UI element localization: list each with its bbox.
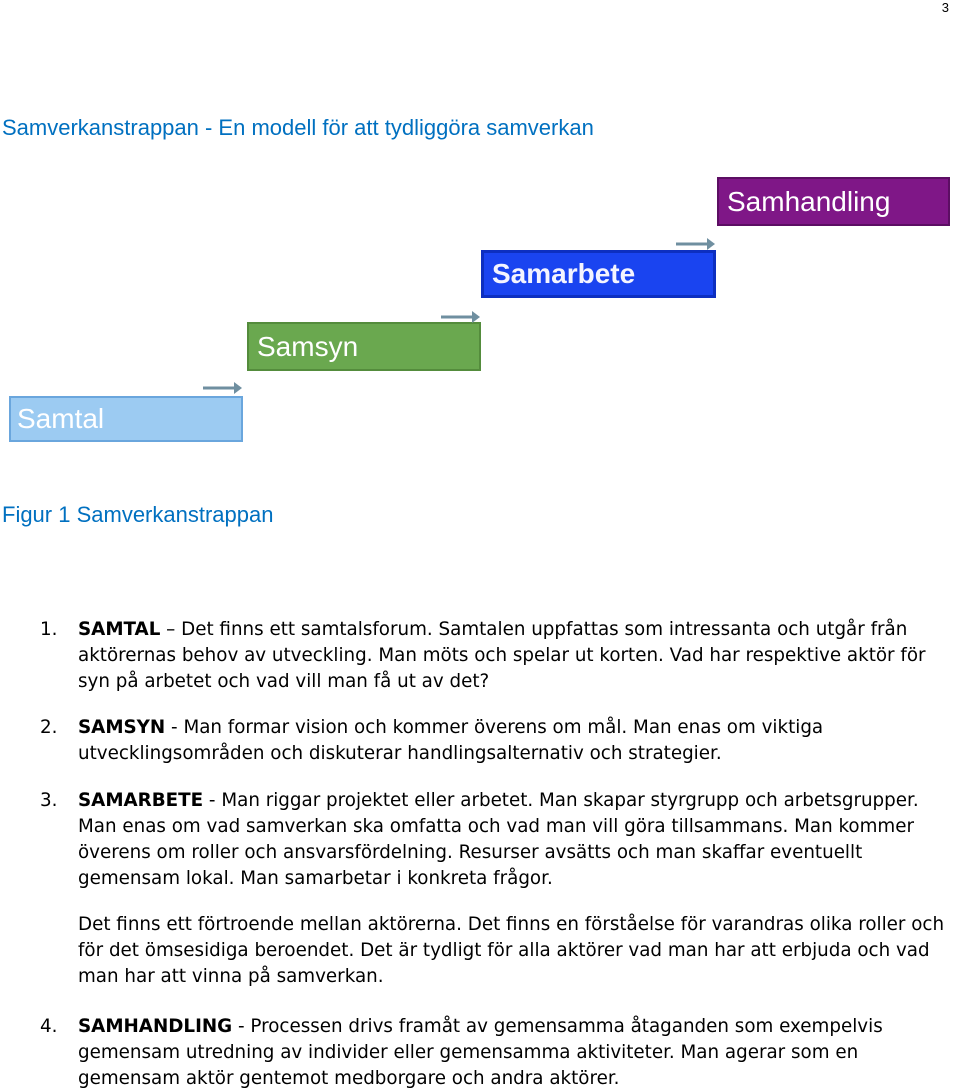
list-item-text: - Man formar vision och kommer överens om mål. Man enas om viktiga utvecklingsområden och diskuterar handlingsalternativ och strategier. xyxy=(78,717,824,764)
figure-caption: Figur 1 Samverkanstrappan xyxy=(2,502,274,527)
list-item-keyword: SAMSYN xyxy=(78,717,166,738)
list-item-content xyxy=(78,715,948,767)
page-heading: Samverkanstrappan - En modell för att tydliggöra samverkan xyxy=(2,115,594,140)
arrow-right-icon xyxy=(203,380,243,396)
step-samsyn-label: Samsyn xyxy=(257,330,359,362)
list-item-number: 4. xyxy=(40,1016,58,1037)
list-item-keyword: SAMTAL xyxy=(78,619,161,640)
step-samtal-label: Samtal xyxy=(17,403,105,434)
step-samarbete-label: Samarbete xyxy=(492,258,636,289)
list-item-content xyxy=(78,617,948,695)
step-samtal xyxy=(9,396,243,442)
list-item-number: 1. xyxy=(40,619,58,640)
step-samhandling-label: Samhandling xyxy=(727,185,891,217)
list-item-text: - Man riggar projektet eller arbetet. Man skapar styrgrupp och arbetsgrupper. Man enas om vad samverkan ska omfatta och vad man vill göra tillsammans. Man kommer överens om roller och ansvarsfördelning. Resurser avsätts och man skaffar eventuellt gemensam lokal. Man samarbetar i konkreta frågor. xyxy=(78,790,919,889)
list-item-number: 3. xyxy=(40,790,58,811)
list-item-keyword: SAMHANDLING xyxy=(78,1016,233,1037)
list-item-content xyxy=(78,1014,948,1092)
page-number: 3 xyxy=(941,0,949,15)
arrow-right-icon xyxy=(676,236,716,252)
list-item-number: 2. xyxy=(40,717,58,738)
arrow-right-icon xyxy=(441,309,481,325)
list-item-keyword: SAMARBETE xyxy=(78,790,204,811)
step-samarbete xyxy=(481,250,716,298)
list-item-paragraph: Det finns ett förtroende mellan aktörerna. Det finns en förståelse för varandras olika roller och för det ömsesidiga beroendet. Det är tydligt för alla aktörer vad man har att erbjuda och vad man har att vinna på samverkan. xyxy=(78,914,945,987)
step-samsyn xyxy=(247,322,481,371)
list-item-content xyxy=(78,788,948,892)
list-item-text: – Det finns ett samtalsforum. Samtalen uppfattas som intressanta och utgår från aktörernas behov av utveckling. Man möts och spelar ut korten. Vad har respektive aktör för syn på arbetet och vad vill man få ut av det? xyxy=(78,619,926,692)
list-item-text: - Processen drivs framåt av gemensamma åtaganden som exempelvis gemensam utredning av individer eller gemensamma aktiviteter. Man agerar som en gemensam aktör gentemot medborgare och andra aktörer. xyxy=(78,1016,883,1089)
step-samhandling xyxy=(717,177,950,226)
